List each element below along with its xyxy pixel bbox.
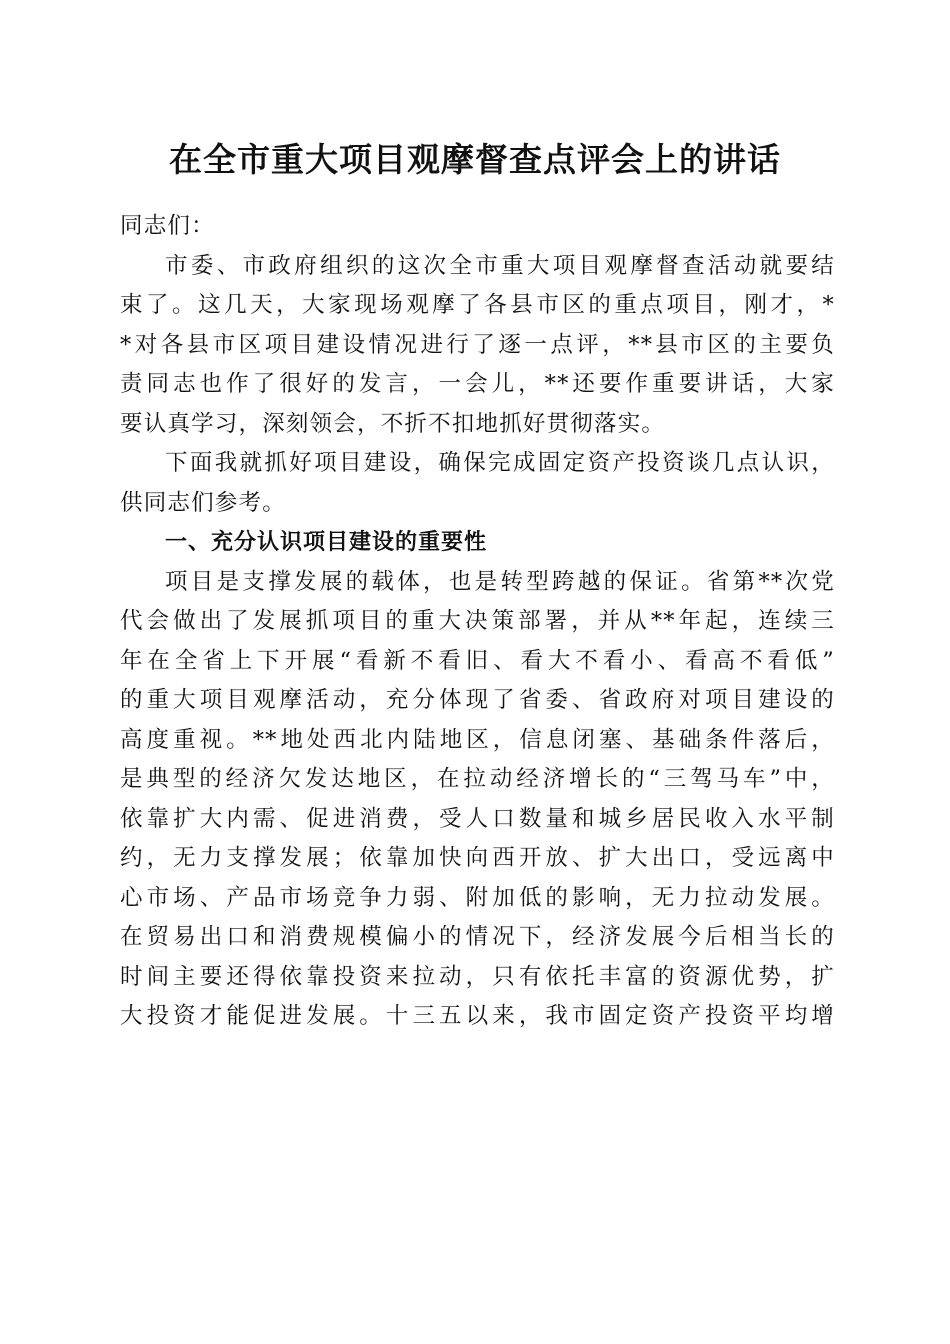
- paragraph-3-line-4: 的重大项目观摩活动，充分体现了省委、省政府对项目建设的: [120, 687, 835, 713]
- paragraph-3-line-11: 时间主要还得依靠投资来拉动，只有依托丰富的资源优势，扩: [120, 963, 835, 990]
- paragraph-2-line-2: 供同志们参考。: [120, 489, 286, 516]
- document-body: [120, 207, 835, 1037]
- paragraph-1-line-2: 束了。这几天，大家现场观摩了各县市区的重点项目，刚才，*: [120, 292, 835, 318]
- paragraph-3-line-1: 项目是支撑发展的载体，也是转型跨越的保证。省第**次党: [165, 568, 835, 595]
- paragraph-3-line-2: 代会做出了发展抓项目的重大决策部署，并从**年起，连续三: [120, 608, 835, 634]
- document-title: 在全市重大项目观摩督查点评会上的讲话: [169, 140, 781, 179]
- paragraph-3-line-5: 高度重视。**地处西北内陆地区，信息闭塞、基础条件落后，: [120, 726, 835, 753]
- paragraph-3-line-10: 在贸易出口和消费规模偏小的情况下，经济发展今后相当长的: [120, 924, 835, 950]
- section-heading-1: 一、充分认识项目建设的重要性: [165, 530, 488, 555]
- paragraph-1-line-4: 责同志也作了很好的发言，一会儿，**还要作重要讲话，大家: [120, 371, 835, 397]
- paragraph-1-line-5: 要认真学习，深刻领会，不折不扣地抓好贯彻落实。: [120, 410, 666, 437]
- paragraph-1-line-3: *对各县市区项目建设情况进行了逐一点评，**县市区的主要负: [120, 331, 835, 358]
- paragraph-1-line-1: 市委、市政府组织的这次全市重大项目观摩督查活动就要结: [165, 252, 835, 279]
- paragraph-3-line-12: 大投资才能促进发展。十三五以来，我市固定资产投资平均增: [120, 1003, 835, 1029]
- paragraph-3-line-8: 约，无力支撑发展；依靠加快向西开放、扩大出口，受远离中: [120, 845, 835, 871]
- paragraph-3-line-3: 年在全省上下开展“看新不看旧、看大不看小、看高不看低”: [120, 647, 835, 674]
- salutation: 同志们：: [120, 213, 215, 239]
- paragraph-3-line-7: 依靠扩大内需、促进消费，受人口数量和城乡居民收入水平制: [120, 805, 835, 832]
- paragraph-3-line-6: 是典型的经济欠发达地区，在拉动经济增长的“三驾马车”中，: [120, 766, 835, 792]
- paragraph-3-line-9: 心市场、产品市场竞争力弱、附加低的影响，无力拉动发展。: [120, 884, 835, 911]
- paragraph-2-line-1: 下面我就抓好项目建设，确保完成固定资产投资谈几点认识，: [165, 450, 835, 476]
